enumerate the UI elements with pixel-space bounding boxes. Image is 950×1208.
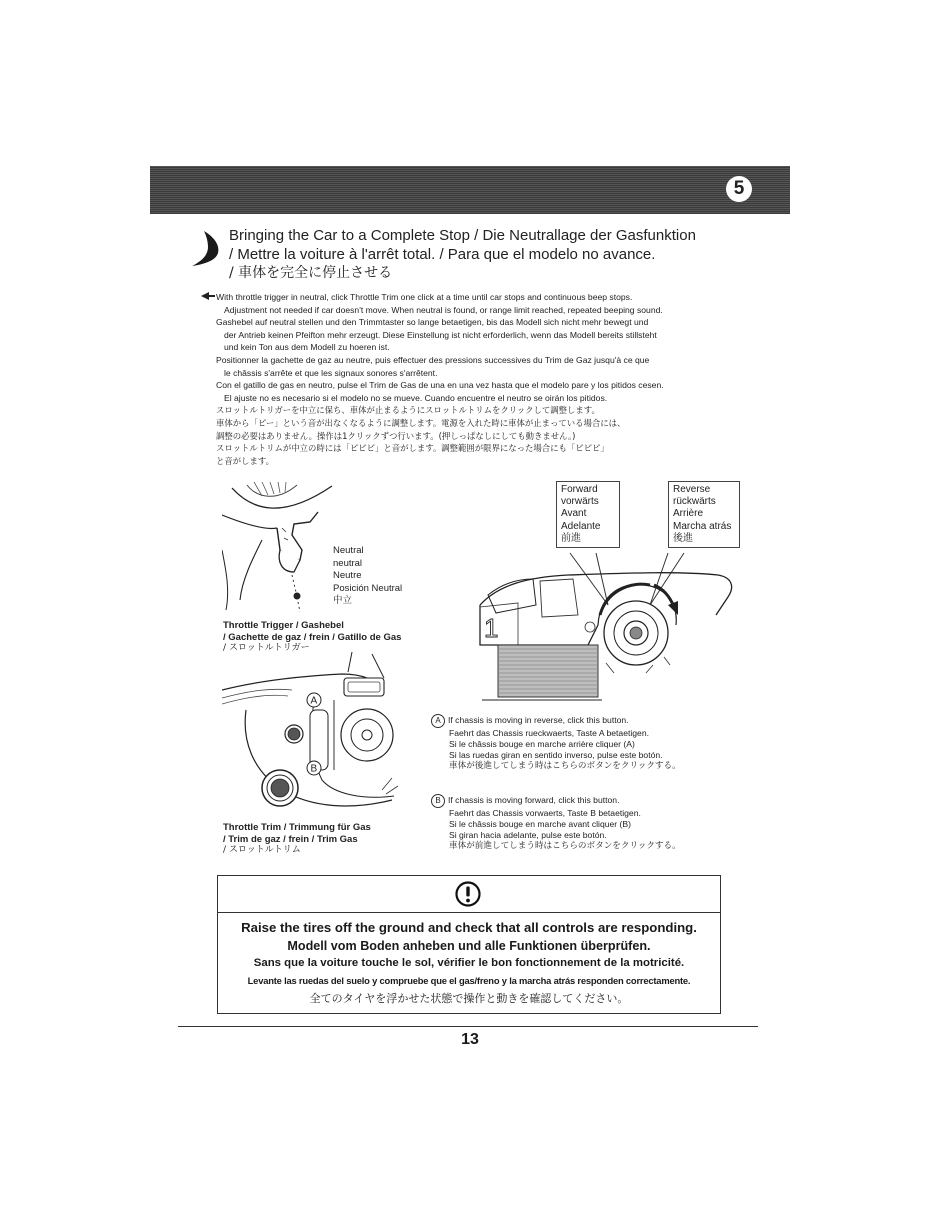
forward-label: 前進 — [561, 532, 581, 544]
car-on-stand-illustration — [478, 545, 740, 705]
instruction-line: El ajuste no es necesario si el modelo no se mueve. Cuando encuentre el neutro se oirán los pitidos. — [224, 392, 608, 403]
instruction-line: Adjustment not needed if car doesn't move. When neutral is found, or range limit reached, repeated beeping sound. — [224, 304, 663, 315]
neutral-label: Posición Neutral — [333, 582, 403, 594]
reverse-label: Arrière — [673, 508, 704, 520]
button-a-marker: A — [431, 714, 445, 728]
instruction-line: With throttle trigger in neutral, click Throttle Trim one click at a time until car stops and continuous beep stops. — [216, 292, 633, 302]
warning-line-en: Raise the tires off the ground and check that all controls are responding. — [241, 920, 697, 935]
warning-text — [218, 918, 720, 1009]
warning-line-fr: Sans que la voiture touche le sol, vérifier le bon fonctionnement de la motricité. — [253, 957, 685, 969]
section-header-band — [150, 166, 790, 214]
svg-text:A: A — [310, 695, 318, 707]
note-line: Si giran hacia adelante, pulse este botón. — [449, 830, 607, 840]
reverse-label: Marcha atrás — [673, 520, 732, 532]
instruction-line: と音がします。 — [216, 455, 274, 466]
reverse-label: 後進 — [673, 532, 693, 544]
neutral-label-group — [333, 545, 402, 608]
instruction-line: le châssis s'arrête et que les signaux sonores s'arrêtent. — [224, 367, 438, 378]
title-line-3: / 車体を完全に停止させる — [229, 265, 393, 281]
instruction-line: Gashebel auf neutral stellen und den Trimmtaster so lange betaetigen, bis das Modell sich nicht mehr bewegt und — [216, 317, 649, 328]
title-line-2: / Mettre la voiture à l'arrêt total. / Para que el modelo no avance. — [229, 245, 656, 263]
instruction-line: Positionner la gachette de gaz au neutre, puis effectuer des pressions successives du Trim de Gaz jusqu'à ce que — [216, 354, 650, 365]
throttle-trim-illustration — [222, 650, 402, 820]
section-title — [229, 227, 696, 283]
forward-label: vorwärts — [561, 496, 599, 508]
instruction-text — [216, 291, 776, 467]
step-number-badge: 5 — [726, 176, 752, 202]
throttle-trim-caption — [223, 822, 371, 857]
warning-line-jp: 全てのタイヤを浮かせた状態で操作と動きを確認してください。 — [309, 992, 629, 1005]
neutral-label: neutral — [333, 557, 363, 569]
svg-text:1: 1 — [484, 613, 499, 643]
warning-divider — [218, 912, 720, 913]
instruction-line: der Antrieb keinen Pfeifton mehr erzeugt. Diese Einstellung ist nicht erforderlich, wenn das Modell bereits stillsteht — [224, 329, 657, 340]
note-line: Faehrt das Chassis rueckwaerts, Taste A betaetigen. — [449, 728, 649, 738]
instruction-line: 車体から「ピー」という音が出なくなるように調整します。電源を入れた時に車体が止まっている場合には、 — [216, 417, 626, 428]
throttle-trigger-illustration — [222, 480, 342, 615]
forward-label: Adelante — [561, 520, 601, 532]
neutral-label: Neutral — [333, 545, 364, 556]
caption-line: / Trim de gaz / frein / Trim Gas — [223, 833, 358, 845]
button-b-explanation — [431, 794, 681, 852]
instruction-line: スロットルトリムが中立の時には「ピピピ」と音がします。調整範囲が限界になった場合にも「ピピピ」 — [216, 443, 609, 454]
instruction-line: Con el gatillo de gas en neutro, pulse el Trim de Gas de una en una vez hasta que el modelo pare y los pitidos cesen. — [216, 380, 664, 391]
footer-rule — [178, 1026, 758, 1027]
warning-exclamation-icon — [455, 881, 481, 907]
button-b-marker: B — [431, 794, 445, 808]
page-number: 13 — [461, 1031, 479, 1048]
svg-text:B: B — [310, 763, 318, 775]
reverse-label: rückwärts — [673, 496, 716, 508]
warning-box — [217, 875, 721, 1014]
note-line: Si le châssis bouge en marche avant cliquer (B) — [449, 819, 631, 829]
note-line: Si las ruedas giran en sentido inverso, pulse este botón. — [449, 750, 663, 760]
caption-line: Throttle Trim / Trimmung für Gas — [223, 822, 371, 833]
note-line: 車体が後進してしまう時はこちらのボタンをクリックする。 — [449, 761, 681, 771]
note-line: 車体が前進してしまう時はこちらのボタンをクリックする。 — [449, 841, 681, 851]
caption-line: / スロットルトリム — [223, 845, 301, 855]
caption-line: / スロットルトリガー — [223, 643, 310, 653]
note-line: Faehrt das Chassis vorwaerts, Taste B betaetigen. — [449, 808, 641, 818]
forward-label: Avant — [561, 508, 587, 520]
warning-line-es: Levante las ruedas del suelo y compruebe que el gas/freno y la marcha atrás responden correctamente. — [247, 975, 691, 986]
neutral-label: 中立 — [333, 595, 353, 606]
note-line: If chassis is moving in reverse, click this button. — [448, 715, 629, 725]
note-line: If chassis is moving forward, click this button. — [448, 795, 620, 805]
warning-line-de: Modell vom Boden anheben und alle Funktionen überprüfen. — [287, 939, 651, 953]
instruction-line: 調整の必要はありません。操作は1クリックずつ行います。(押しっぱなしにしても動きません。) — [216, 430, 576, 441]
reverse-label: Reverse — [673, 484, 711, 495]
forward-label-box — [556, 481, 620, 548]
neutral-label: Neutre — [333, 570, 362, 581]
title-line-1: Bringing the Car to a Complete Stop / Die Neutrallage der Gasfunktion — [229, 227, 696, 244]
note-line: Si le châssis bouge en marche arrière cliquer (A) — [449, 739, 635, 749]
instruction-line: und kein Ton aus dem Modell zu hoeren ist. — [224, 342, 390, 353]
title-arrow-icon — [190, 229, 224, 267]
bullet-arrow-icon — [201, 292, 215, 300]
forward-label: Forward — [561, 484, 598, 495]
button-a-explanation — [431, 714, 681, 772]
instruction-line: スロットルトリガーを中立に保ち、車体が止まるようにスロットルトリムをクリックして調整します。 — [216, 405, 600, 416]
caption-line: / Gachette de gaz / frein / Gatillo de Gas — [223, 631, 402, 643]
caption-line: Throttle Trigger / Gashebel — [223, 620, 344, 631]
reverse-label-box — [668, 481, 740, 548]
